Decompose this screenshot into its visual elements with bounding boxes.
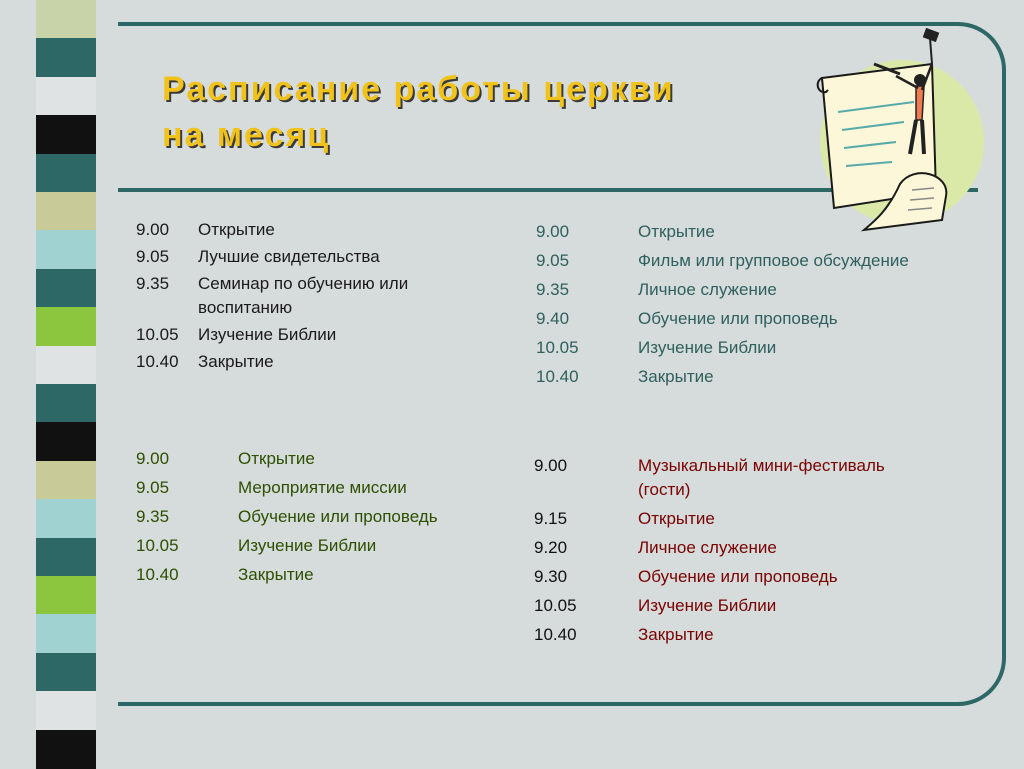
schedule-row xyxy=(536,249,916,273)
schedule-row xyxy=(136,245,496,269)
schedule-event: Обучение или проповедь xyxy=(238,507,438,526)
stripe-band xyxy=(36,115,96,154)
schedule-time: 9.00 xyxy=(536,222,570,241)
schedule-row xyxy=(136,323,496,347)
stripe-band xyxy=(36,346,96,385)
slide-title xyxy=(162,66,802,158)
schedule-time: 10.05 xyxy=(534,596,577,615)
schedule-time: 9.35 xyxy=(136,507,170,526)
stripe-band xyxy=(36,38,96,77)
stripe-band xyxy=(36,653,96,692)
schedule-time: 10.05 xyxy=(536,338,579,357)
schedule-time: 9.35 xyxy=(536,280,570,299)
stripe-band xyxy=(36,192,96,231)
schedule-time: 9.00 xyxy=(136,220,170,239)
schedule-row xyxy=(534,536,934,560)
schedule-event: Закрытие xyxy=(198,352,274,371)
schedule-week-2 xyxy=(536,220,916,394)
schedule-row xyxy=(136,534,516,558)
schedule-event: Открытие xyxy=(238,449,315,468)
schedule-time: 10.05 xyxy=(136,325,179,344)
stripe-band xyxy=(36,422,96,461)
schedule-event: Обучение или проповедь xyxy=(638,567,838,586)
stripe-band xyxy=(36,307,96,346)
schedule-time: 10.05 xyxy=(136,536,179,555)
schedule-row xyxy=(534,507,934,531)
schedule-event: Лучшие свидетельства xyxy=(198,247,380,266)
schedule-row xyxy=(536,336,916,360)
stripe-band xyxy=(36,0,96,39)
schedule-event: Фильм или групповое обсуждение xyxy=(638,251,909,270)
schedule-row xyxy=(536,307,916,331)
schedule-time: 9.20 xyxy=(534,538,568,557)
schedule-row xyxy=(536,220,916,244)
title-line-1: Расписание работы церкви xyxy=(162,70,675,108)
stripe-band xyxy=(36,77,96,116)
schedule-time: 9.35 xyxy=(136,274,170,293)
worker-with-hammer-on-scroll-icon xyxy=(804,24,984,234)
schedule-row xyxy=(136,350,496,374)
schedule-time: 9.05 xyxy=(136,478,170,497)
schedule-event: Личное служение xyxy=(638,538,777,557)
stripe-band xyxy=(36,691,96,730)
stripe-band xyxy=(36,461,96,500)
schedule-row xyxy=(534,565,934,589)
schedule-time: 9.05 xyxy=(536,251,570,270)
schedule-event: Изучение Библии xyxy=(638,596,777,615)
stripe-band xyxy=(36,154,96,193)
schedule-time: 9.15 xyxy=(534,509,568,528)
schedule-event: Закрытие xyxy=(638,625,714,644)
schedule-time: 10.40 xyxy=(536,367,579,386)
schedule-event: Открытие xyxy=(638,222,715,241)
schedule-event: Закрытие xyxy=(238,565,314,584)
schedule-time: 10.40 xyxy=(136,352,179,371)
schedule-event: Обучение или проповедь xyxy=(638,309,838,328)
schedule-row xyxy=(534,623,934,647)
schedule-time: 9.00 xyxy=(534,456,568,475)
schedule-time: 10.40 xyxy=(534,625,577,644)
schedule-row xyxy=(136,563,516,587)
schedule-row xyxy=(536,365,916,389)
schedule-week-3 xyxy=(136,447,516,592)
schedule-event: Изучение Библии xyxy=(238,536,377,555)
schedule-event: Открытие xyxy=(638,509,715,528)
stripe-band xyxy=(36,614,96,653)
schedule-time: 10.40 xyxy=(136,565,179,584)
schedule-event: Изучение Библии xyxy=(198,325,337,344)
stripe-strip xyxy=(36,0,96,768)
schedule-time: 9.00 xyxy=(136,449,170,468)
stripe-band xyxy=(36,538,96,577)
schedule-week-4 xyxy=(534,454,934,652)
schedule-row xyxy=(136,272,496,320)
stripe-band xyxy=(36,499,96,538)
schedule-time: 9.05 xyxy=(136,247,170,266)
schedule-event: Семинар по обучению или воспитанию xyxy=(198,274,409,317)
schedule-row xyxy=(536,278,916,302)
stripe-band xyxy=(36,230,96,269)
schedule-time: 9.40 xyxy=(536,309,570,328)
title-line-2: на месяц xyxy=(162,116,331,154)
stripe-band xyxy=(36,384,96,423)
schedule-row xyxy=(534,454,934,502)
schedule-time: 9.30 xyxy=(534,567,568,586)
schedule-event: Изучение Библии xyxy=(638,338,777,357)
schedule-row xyxy=(534,594,934,618)
schedule-event: Мероприятие миссии xyxy=(238,478,407,497)
schedule-event: Закрытие xyxy=(638,367,714,386)
schedule-row xyxy=(136,505,516,529)
decorative-stripe-column xyxy=(0,0,120,768)
schedule-row xyxy=(136,218,496,242)
schedule-week-1 xyxy=(136,218,496,377)
stripe-band xyxy=(36,730,96,769)
stripe-band xyxy=(36,576,96,615)
schedule-event: Открытие xyxy=(198,220,275,239)
schedule-row xyxy=(136,476,516,500)
schedule-event: Музыкальный мини-фестиваль (гости) xyxy=(638,456,885,499)
stripe-band xyxy=(36,269,96,308)
schedule-row xyxy=(136,447,516,471)
schedule-event: Личное служение xyxy=(638,280,777,299)
